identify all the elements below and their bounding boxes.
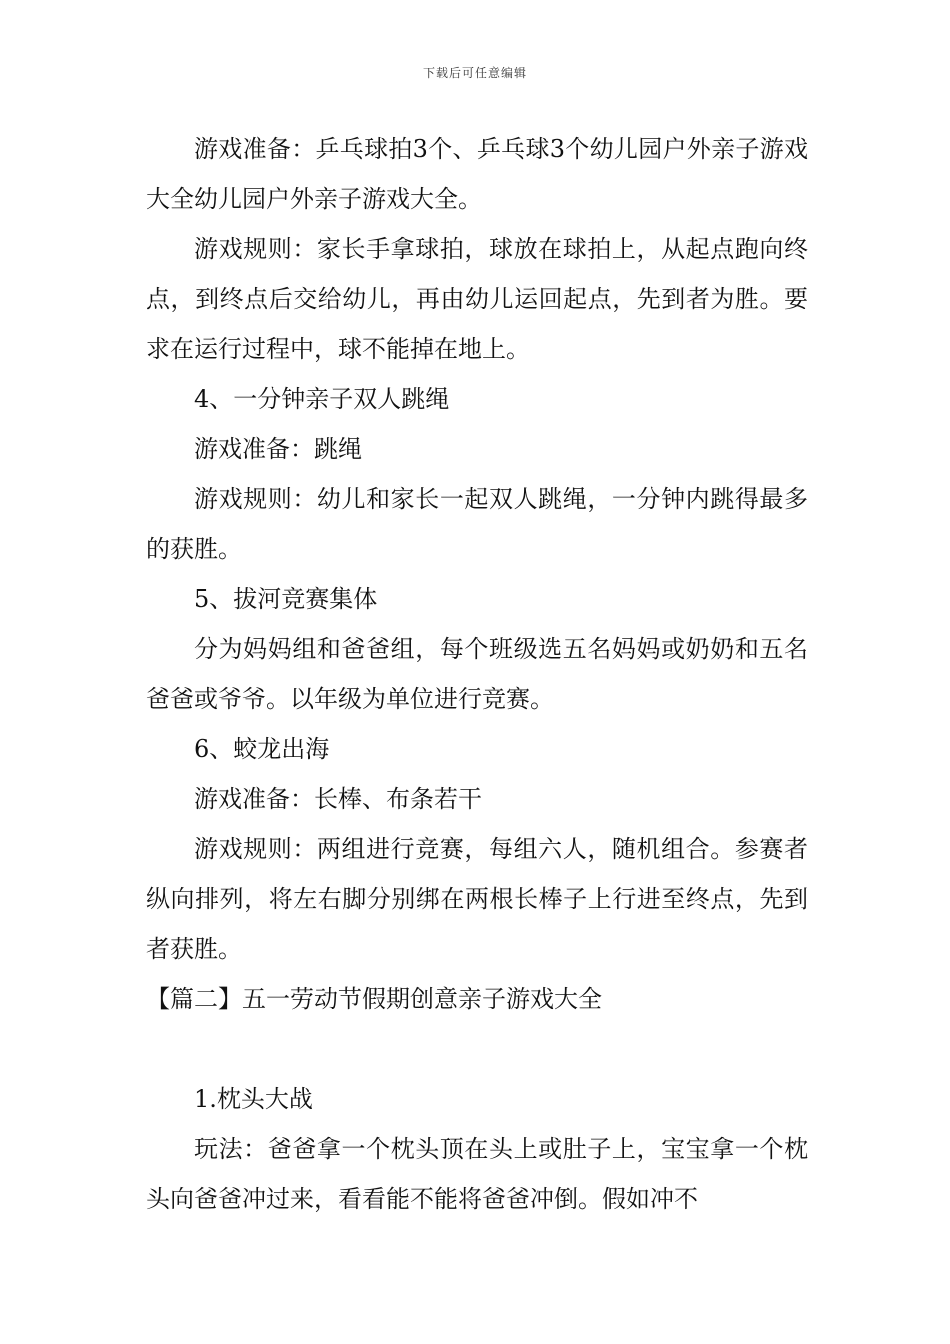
item-heading-tug-of-war: 5、拔河竞赛集体 xyxy=(194,585,378,613)
paragraph-pingpong-rules: 游戏规则：家长手拿球拍，球放在球拍上，从起点跑向终点，到终点后交给幼儿，再由幼儿运回起点，先到者为胜。要求在运行过程中，球不能掉在地上。 xyxy=(146,235,808,363)
paragraph-jump-rope-rules: 游戏规则：幼儿和家长一起双人跳绳，一分钟内跳得最多的获胜。 xyxy=(146,485,808,563)
paragraph-pingpong-prep: 游戏准备：乒乓球拍3个、乒乓球3个幼儿园户外亲子游戏大全幼儿园户外亲子游戏大全。 xyxy=(146,135,808,213)
paragraph-pillow-fight-rules: 玩法：爸爸拿一个枕头顶在头上或肚子上，宝宝拿一个枕头向爸爸冲过来，看看能不能将爸爸冲倒。假如冲不 xyxy=(146,1135,808,1213)
page-header: 下载后可任意编辑 xyxy=(422,66,527,80)
item-heading-pillow-fight: 1.枕头大战 xyxy=(194,1085,313,1113)
section-title: 【篇二】五一劳动节假期创意亲子游戏大全 xyxy=(146,985,602,1013)
paragraph-dragon-rules: 游戏规则：两组进行竞赛，每组六人，随机组合。参赛者纵向排列，将左右脚分别绑在两根长棒子上行进至终点，先到者获胜。 xyxy=(146,835,808,963)
paragraph-tug-of-war-desc: 分为妈妈组和爸爸组，每个班级选五名妈妈或奶奶和五名爸爸或爷爷。以年级为单位进行竞赛。 xyxy=(146,635,808,713)
paragraph-dragon-prep: 游戏准备：长棒、布条若干 xyxy=(194,785,482,813)
paragraph-jump-rope-prep: 游戏准备：跳绳 xyxy=(194,435,362,463)
item-heading-dragon: 6、蛟龙出海 xyxy=(194,735,330,763)
blank-line xyxy=(146,1024,808,1074)
item-heading-jump-rope: 4、一分钟亲子双人跳绳 xyxy=(194,385,450,413)
document-body xyxy=(146,124,808,1224)
